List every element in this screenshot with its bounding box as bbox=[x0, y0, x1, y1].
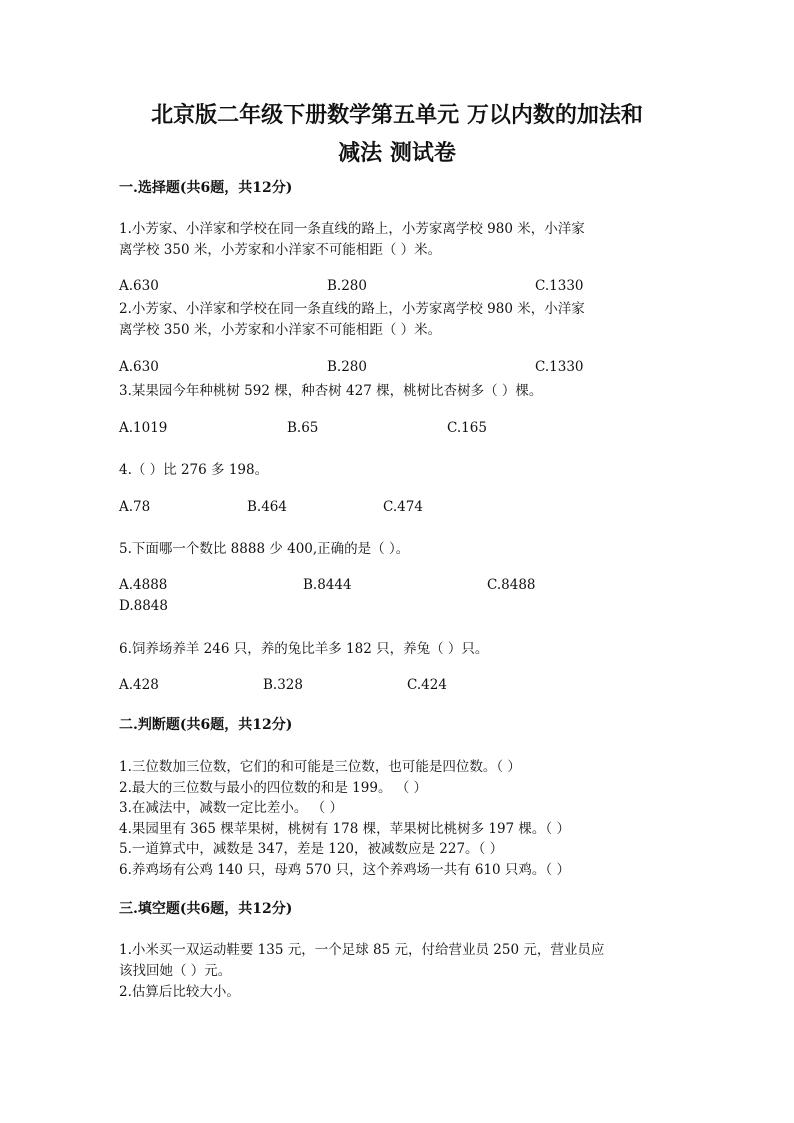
choice-q6-option-a: A.428 bbox=[119, 677, 159, 693]
choice-q1-option-a: A.630 bbox=[119, 278, 159, 294]
choice-q3-option-c: C.165 bbox=[447, 420, 487, 436]
choice-q4-option-b: B.464 bbox=[247, 499, 287, 515]
judge-item-1: 1.三位数加三位数，它们的和可能是三位数，也可能是四位数。（ ） bbox=[119, 759, 521, 775]
choice-q4-option-a: A.78 bbox=[119, 499, 151, 515]
choice-q3-line-1: 3.某果园今年种桃树 592 棵，种杏树 427 棵，桃树比杏树多（ ）棵。 bbox=[119, 383, 543, 399]
choice-q2-option-b: B.280 bbox=[327, 359, 367, 375]
judge-item-5: 5.一道算式中，减数是 347，差是 120，被减数应是 227。（ ） bbox=[119, 841, 504, 857]
choice-q5-line-1: 5.下面哪一个数比 8888 少 400,正确的是（ ）。 bbox=[119, 541, 410, 557]
choice-q3-option-a: A.1019 bbox=[119, 420, 168, 436]
choice-q5-option-b: B.8444 bbox=[303, 577, 352, 593]
choice-q2-option-a: A.630 bbox=[119, 359, 159, 375]
section-heading-choice: 一.选择题(共6题，共12分) bbox=[119, 180, 293, 196]
judge-item-2: 2.最大的三位数与最小的四位数的和是 199。 （ ） bbox=[119, 780, 428, 796]
judge-item-6: 6.养鸡场有公鸡 140 只，母鸡 570 只，这个养鸡场一共有 610 只鸡。（ ） bbox=[119, 862, 570, 878]
fill-q2-line-1: 2.估算后比较大小。 bbox=[119, 984, 240, 1000]
choice-q6-option-b: B.328 bbox=[263, 677, 303, 693]
choice-q2-line-2: 离学校 350 米，小芳家和小洋家不可能相距（ ）米。 bbox=[119, 322, 442, 338]
fill-q1-line-2: 该找回她（ ）元。 bbox=[119, 963, 232, 979]
title-line-1: 北京版二年级下册数学第五单元 万以内数的加法和 bbox=[151, 102, 643, 128]
choice-q1-line-2: 离学校 350 米，小芳家和小洋家不可能相距（ ）米。 bbox=[119, 242, 442, 258]
fill-q1-line-1: 1.小米买一双运动鞋要 135 元，一个足球 85 元，付给营业员 250 元，营业员应 bbox=[119, 942, 605, 958]
choice-q1-option-c: C.1330 bbox=[535, 278, 584, 294]
judge-item-4: 4.果园里有 365 棵苹果树，桃树有 178 棵，苹果树比桃树多 197 棵。（ ） bbox=[119, 821, 570, 837]
judge-item-3: 3.在减法中，减数一定比差小。 （ ） bbox=[119, 800, 343, 816]
choice-q5-option-c: C.8488 bbox=[487, 577, 536, 593]
choice-q6-line-1: 6.饲养场养羊 246 只，养的兔比羊多 182 只，养兔（ ）只。 bbox=[119, 641, 489, 657]
choice-q2-line-1: 2.小芳家、小洋家和学校在同一条直线的路上，小芳家离学校 980 米，小洋家 bbox=[119, 301, 585, 317]
title-line-2: 减法 测试卷 bbox=[338, 140, 456, 166]
choice-q6-option-c: C.424 bbox=[407, 677, 447, 693]
choice-q3-option-b: B.65 bbox=[287, 420, 319, 436]
choice-q5-option-a: A.4888 bbox=[119, 577, 168, 593]
choice-q4-line-1: 4.（ ）比 276 多 198。 bbox=[119, 462, 269, 478]
choice-q2-option-c: C.1330 bbox=[535, 359, 584, 375]
choice-q1-option-b: B.280 bbox=[327, 278, 367, 294]
choice-q1-line-1: 1.小芳家、小洋家和学校在同一条直线的路上，小芳家离学校 980 米，小洋家 bbox=[119, 221, 585, 237]
section-heading-judge: 二.判断题(共6题，共12分) bbox=[119, 717, 293, 733]
page-title bbox=[100, 96, 694, 172]
choice-q4-option-c: C.474 bbox=[383, 499, 423, 515]
section-heading-fill: 三.填空题(共6题，共12分) bbox=[119, 901, 293, 917]
choice-q5-option-d: D.8848 bbox=[119, 598, 168, 614]
